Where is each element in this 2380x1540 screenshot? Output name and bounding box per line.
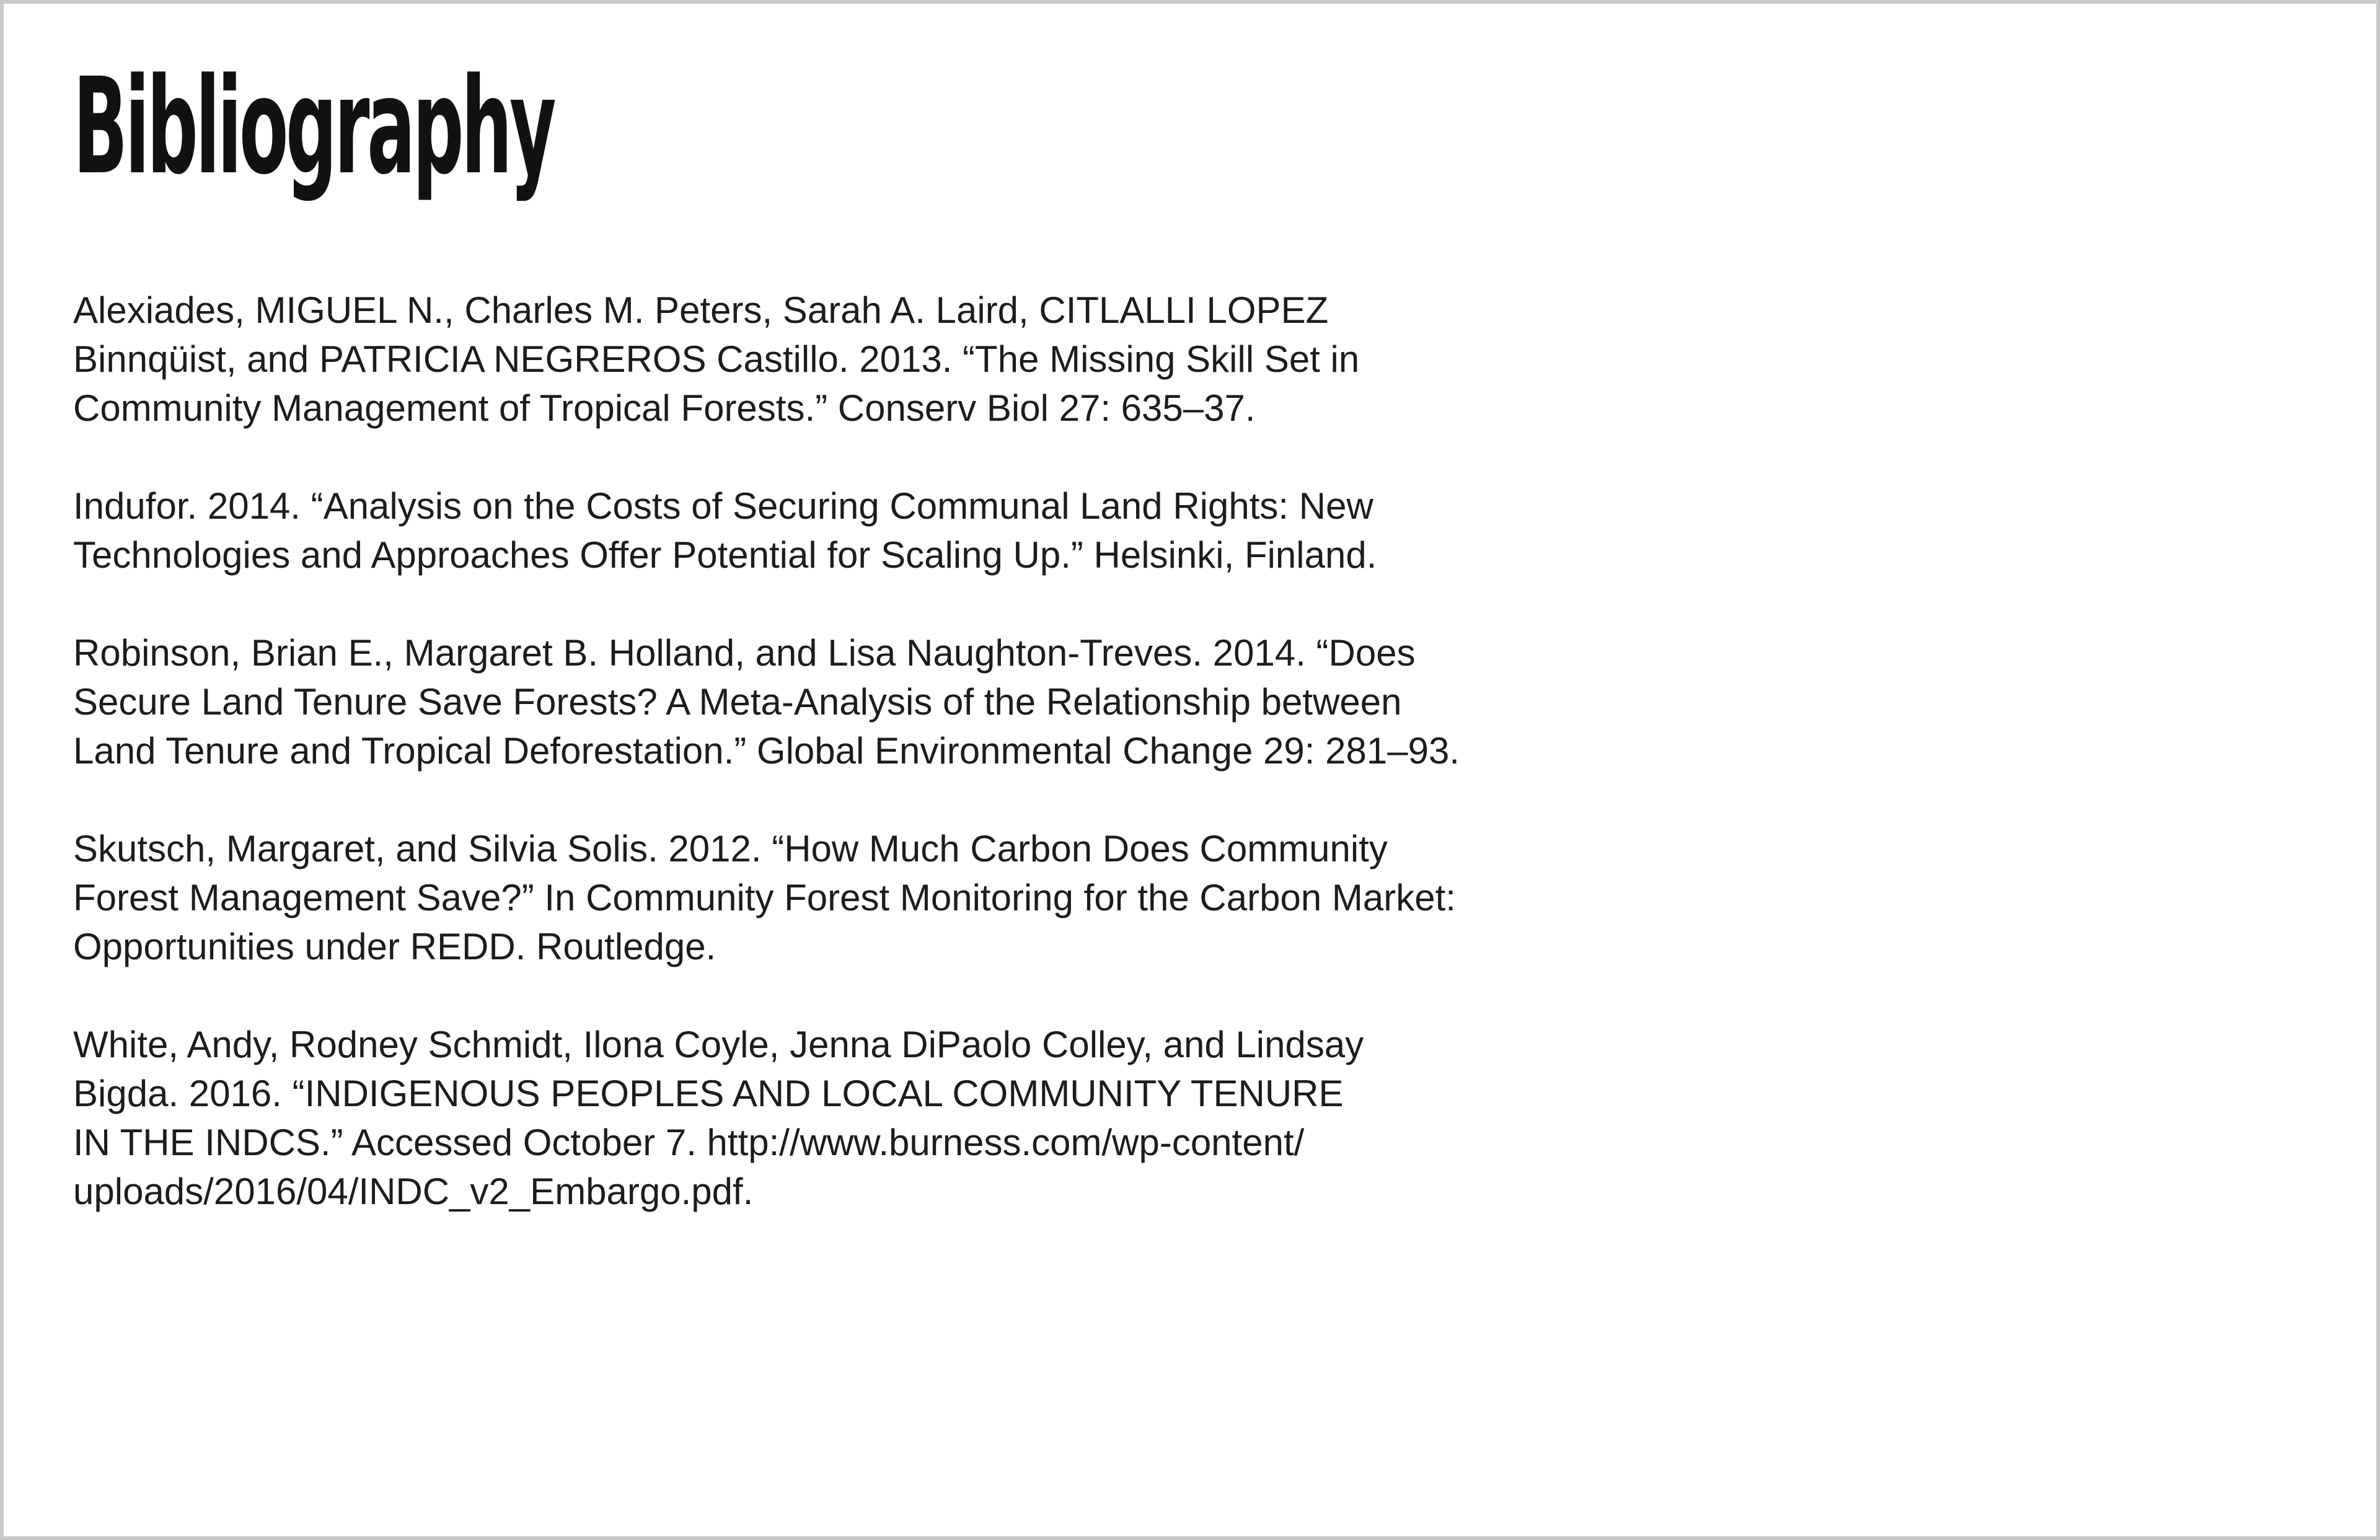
- bibliography-entry: [73, 286, 1592, 433]
- entry-line: IN THE INDCS.” Accessed October 7. http://www.burness.com/wp-content/: [73, 1122, 1305, 1163]
- bibliography-entry: [73, 824, 1592, 971]
- entry-line: White, Andy, Rodney Schmidt, Ilona Coyle, Jenna DiPaolo Colley, and Lindsay: [73, 1024, 1364, 1065]
- entry-line: Secure Land Tenure Save Forests? A Meta-Analysis of the Relationship between: [73, 681, 1402, 723]
- bibliography-entry: [73, 1020, 1592, 1216]
- entry-line: uploads/2016/04/INDC_v2_Embargo.pdf.: [73, 1171, 754, 1212]
- bibliography-list: [73, 286, 1592, 1265]
- entry-line: Opportunities under REDD. Routledge.: [73, 926, 716, 967]
- entry-line: Robinson, Brian E., Margaret B. Holland, and Lisa Naughton-Treves. 2014. “Does: [73, 632, 1416, 674]
- bibliography-entry: [73, 482, 1592, 579]
- entry-line: Alexiades, MIGUEL N., Charles M. Peters, Sarah A. Laird, CITLALLI LOPEZ: [73, 289, 1329, 331]
- page-title: Bibliography: [73, 50, 554, 204]
- entry-line: Binnqüist, and PATRICIA NEGREROS Castillo. 2013. “The Missing Skill Set in: [73, 338, 1360, 380]
- entry-line: Indufor. 2014. “Analysis on the Costs of Securing Communal Land Rights: New: [73, 485, 1373, 527]
- entry-line: Land Tenure and Tropical Deforestation.” Global Environmental Change 29: 281–93.: [73, 730, 1460, 772]
- entry-line: Community Management of Tropical Forests.” Conserv Biol 27: 635–37.: [73, 387, 1256, 429]
- entry-line: Technologies and Approaches Offer Potential for Scaling Up.” Helsinki, Finland.: [73, 534, 1377, 576]
- entry-line: Bigda. 2016. “INDIGENOUS PEOPLES AND LOCAL COMMUNITY TENURE: [73, 1073, 1344, 1114]
- bibliography-entry: [73, 628, 1592, 775]
- entry-line: Forest Management Save?” In Community Forest Monitoring for the Carbon Market:: [73, 877, 1456, 918]
- entry-line: Skutsch, Margaret, and Silvia Solis. 2012. “How Much Carbon Does Community: [73, 828, 1388, 869]
